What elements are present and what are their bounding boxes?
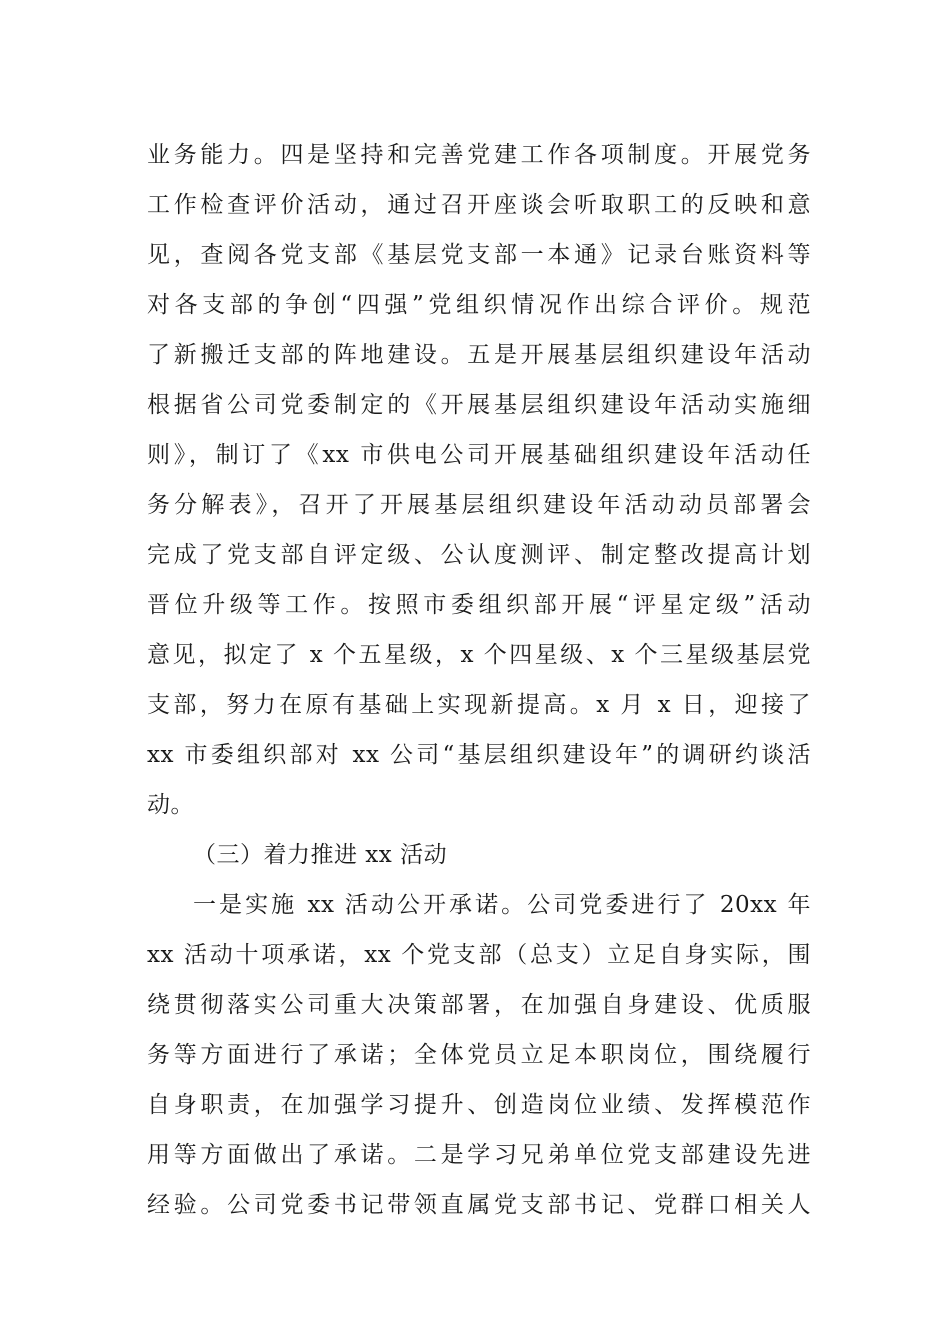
body-text bbox=[147, 130, 811, 1230]
text-line: 工作检查评价活动，通过召开座谈会听取职工的反映和意 bbox=[147, 192, 811, 218]
text-line: 支部，努力在原有基础上实现新提高。x 月 x 日，迎接了 bbox=[147, 692, 811, 718]
text-line: 对各支部的争创“四强”党组织情况作出综合评价。规范 bbox=[147, 292, 811, 318]
text-line: 绕贯彻落实公司重大决策部署，在加强自身建设、优质服 bbox=[147, 992, 811, 1018]
text-line: 根据省公司党委制定的《开展基层组织建设年活动实施细 bbox=[147, 392, 811, 418]
text-line: 经验。公司党委书记带领直属党支部书记、党群口相关人 bbox=[147, 1192, 811, 1218]
text-line: 务等方面进行了承诺；全体党员立足本职岗位，围绕履行 bbox=[147, 1042, 811, 1068]
text-line: 则》，制订了《xx 市供电公司开展基础组织建设年活动任 bbox=[147, 442, 811, 468]
text-line: 完成了党支部自评定级、公认度测评、制定整改提高计划 bbox=[147, 542, 811, 568]
text-line: 了新搬迁支部的阵地建设。五是开展基层组织建设年活动 bbox=[147, 342, 811, 368]
text-line: 意见，拟定了 x 个五星级，x 个四星级、x 个三星级基层党 bbox=[147, 642, 811, 668]
text-line: 一是实施 xx 活动公开承诺。公司党委进行了 20xx 年 bbox=[193, 892, 811, 918]
text-line: 动。 bbox=[147, 792, 194, 818]
text-line: 务分解表》，召开了开展基层组织建设年活动动员部署会 bbox=[147, 492, 811, 518]
text-line: 晋位升级等工作。按照市委组织部开展“评星定级”活动 bbox=[147, 592, 811, 618]
text-line: xx 市委组织部对 xx 公司“基层组织建设年”的调研约谈活 bbox=[147, 742, 811, 768]
text-line: 业务能力。四是坚持和完善党建工作各项制度。开展党务 bbox=[147, 142, 811, 168]
text-line: 用等方面做出了承诺。二是学习兄弟单位党支部建设先进 bbox=[147, 1142, 811, 1168]
text-line: 见，查阅各党支部《基层党支部一本通》记录台账资料等 bbox=[147, 242, 811, 268]
section-heading: （三）着力推进 xx 活动 bbox=[193, 842, 448, 868]
text-line: xx 活动十项承诺，xx 个党支部（总支）立足自身实际，围 bbox=[147, 942, 811, 968]
text-line: 自身职责，在加强学习提升、创造岗位业绩、发挥模范作 bbox=[147, 1092, 811, 1118]
